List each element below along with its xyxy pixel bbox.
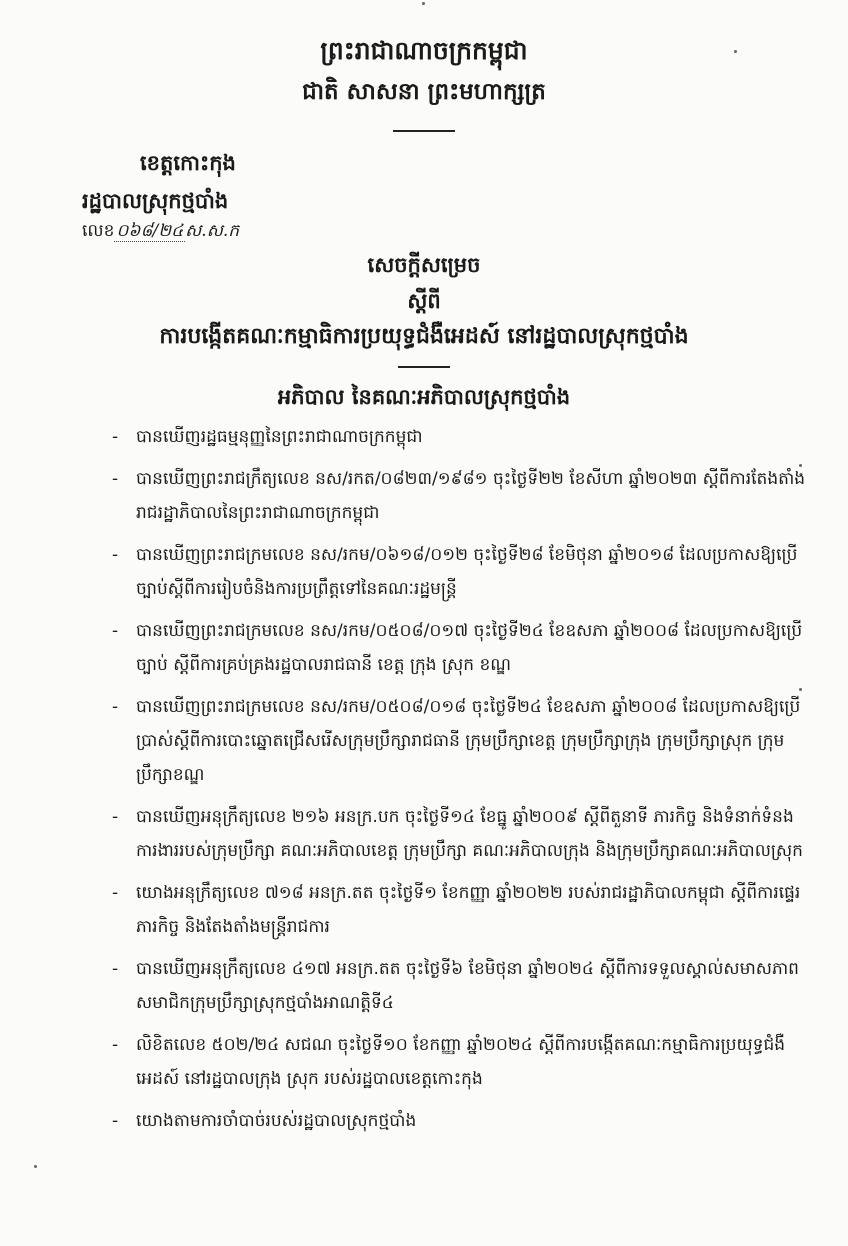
district-administration: រដ្ឋបាលស្រុកថ្មបាំង bbox=[82, 189, 229, 213]
scan-speck bbox=[422, 2, 425, 5]
scan-speck bbox=[799, 464, 802, 467]
list-marker: - bbox=[112, 469, 119, 489]
list-item: - បានឃើញរដ្ឋធម្មនុញ្ញនៃព្រះរាជាណាចក្រកម្ពុជា bbox=[112, 420, 812, 454]
list-marker: - bbox=[112, 545, 119, 565]
list-item: - បានឃើញព្រះរាជក្រមលេខ នស/រកម/០៥០៨/០១៨ ចុះថ្ងៃទី២៤ ខែឧសភា ឆ្នាំ២០០៨ ដែលប្រកាសឱ្យប្រើប្រាស់ស្តីពីការបោះឆ្នោតជ្រើសរើសក្រុមប្រឹក្សារាជធានី ក្រុមប្រឹក្សាខេត្ត ក្រុមប្រឹក្សាក្រុង ក្រុមប្រឹក្សាស្រុក ក្រុមប្រឹក្សាខណ្ឌ bbox=[112, 690, 812, 792]
list-marker: - bbox=[112, 1035, 119, 1055]
list-marker: - bbox=[112, 807, 119, 827]
list-marker: - bbox=[112, 697, 119, 717]
kingdom-heading: ព្រះរាជាណាចក្រកម្ពុជា bbox=[320, 36, 528, 65]
list-item: - យោងអនុក្រឹត្យលេខ ៧១៨ អនក្រ.តត ចុះថ្ងៃទី១ ខែកញ្ញា ឆ្នាំ២០២២ របស់រាជរដ្ឋាភិបាលកម្ពុជា ស្តីពីការផ្ទេរភារកិច្ច និងតែងតាំងមន្ត្រីរាជការ bbox=[112, 876, 812, 944]
legal-basis-list bbox=[112, 420, 812, 1146]
heading-divider bbox=[393, 130, 455, 132]
document-about: ស្តីពី bbox=[407, 289, 441, 313]
list-item: - បានឃើញព្រះរាជក្រមលេខ នស/រកម/០៦១៨/០១២ ចុះថ្ងៃទី២៨ ខែមិថុនា ឆ្នាំ២០១៨ ដែលប្រកាសឱ្យប្រើច្បាប់ស្តីពីការរៀបចំនិងការប្រព្រឹត្តទៅនៃគណៈរដ្ឋមន្ត្រី bbox=[112, 538, 812, 606]
document-type: សេចក្តីសម្រេច bbox=[367, 253, 481, 277]
list-item: - យោងតាមការចាំបាច់របស់រដ្ឋបាលស្រុកថ្មបាំង bbox=[112, 1104, 812, 1138]
list-item: - លិខិតលេខ ៥០២/២៤ សជណ ចុះថ្ងៃទី១០ ខែកញ្ញា ឆ្នាំ២០២៤ ស្តីពីការបង្កើតគណៈកម្មាធិការប្រយុទ្ធជំងឺអេដស៍ នៅរដ្ឋបាលក្រុង ស្រុក របស់រដ្ឋបាលខេត្តកោះកុង bbox=[112, 1028, 812, 1096]
scan-speck bbox=[799, 688, 802, 691]
national-motto: ជាតិ សាសនា ព្រះមហាក្សត្រ bbox=[302, 79, 546, 105]
list-marker: - bbox=[112, 883, 119, 903]
reference-number-line bbox=[82, 220, 239, 245]
list-marker: - bbox=[112, 427, 119, 447]
list-item: - បានឃើញព្រះរាជក្រឹត្យលេខ នស/រកត/០៨២៣/១៩៨១ ចុះថ្ងៃទី២២ ខែសីហា ឆ្នាំ២០២៣ ស្តីពីការតែងតាំងរាជរដ្ឋាភិបាលនៃព្រះរាជាណាចក្រកម្ពុជា bbox=[112, 462, 812, 530]
list-marker: - bbox=[112, 1111, 119, 1131]
reference-number: ០៦៨/២៤ bbox=[116, 221, 184, 241]
list-marker: - bbox=[112, 621, 119, 641]
list-item: - បានឃើញអនុក្រឹត្យលេខ ៤១៧ អនក្រ.តត ចុះថ្ងៃទី៦ ខែមិថុនា ឆ្នាំ២០២៤ ស្តីពីការទទួលស្គាល់សមាសភាពសមាជិកក្រុមប្រឹក្សាស្រុកថ្មបាំងអាណត្តិទី៤ bbox=[112, 952, 812, 1020]
issuing-authority: អភិបាល នៃគណៈអភិបាលស្រុកថ្មបាំង bbox=[277, 385, 571, 409]
scan-speck bbox=[734, 50, 737, 53]
document-subject: ការបង្កើតគណៈកម្មាធិការប្រយុទ្ធជំងឺអេដស៍ នៅរដ្ឋបាលស្រុកថ្មបាំង bbox=[159, 324, 689, 349]
list-marker: - bbox=[112, 959, 119, 979]
list-item: - បានឃើញអនុក្រឹត្យលេខ ២១៦ អនក្រ.បក ចុះថ្ងៃទី១៤ ខែធ្នូ ឆ្នាំ២០០៩ ស្តីពីតួនាទី ភារកិច្ច និងទំនាក់ទំនងការងាររបស់ក្រុមប្រឹក្សា គណៈអភិបាលខេត្ត ក្រុមប្រឹក្សា គណៈអភិបាលក្រុង និងក្រុមប្រឹក្សាគណៈអភិបាលស្រុក bbox=[112, 800, 812, 868]
subject-divider bbox=[398, 366, 450, 368]
list-item: - បានឃើញព្រះរាជក្រមលេខ នស/រកម/០៥០៨/០១៧ ចុះថ្ងៃទី២៤ ខែឧសភា ឆ្នាំ២០០៨ ដែលប្រកាសឱ្យប្រើច្បាប់ ស្តីពីការគ្រប់គ្រងរដ្ឋបាលរាជធានី ខេត្ត ក្រុង ស្រុក ខណ្ឌ bbox=[112, 614, 812, 682]
scan-speck bbox=[34, 1165, 37, 1168]
province-name: ខេត្តកោះកុង bbox=[140, 151, 236, 175]
reference-prefix: លេខ bbox=[82, 221, 115, 241]
reference-suffix: ស.ស.ក bbox=[185, 221, 240, 241]
